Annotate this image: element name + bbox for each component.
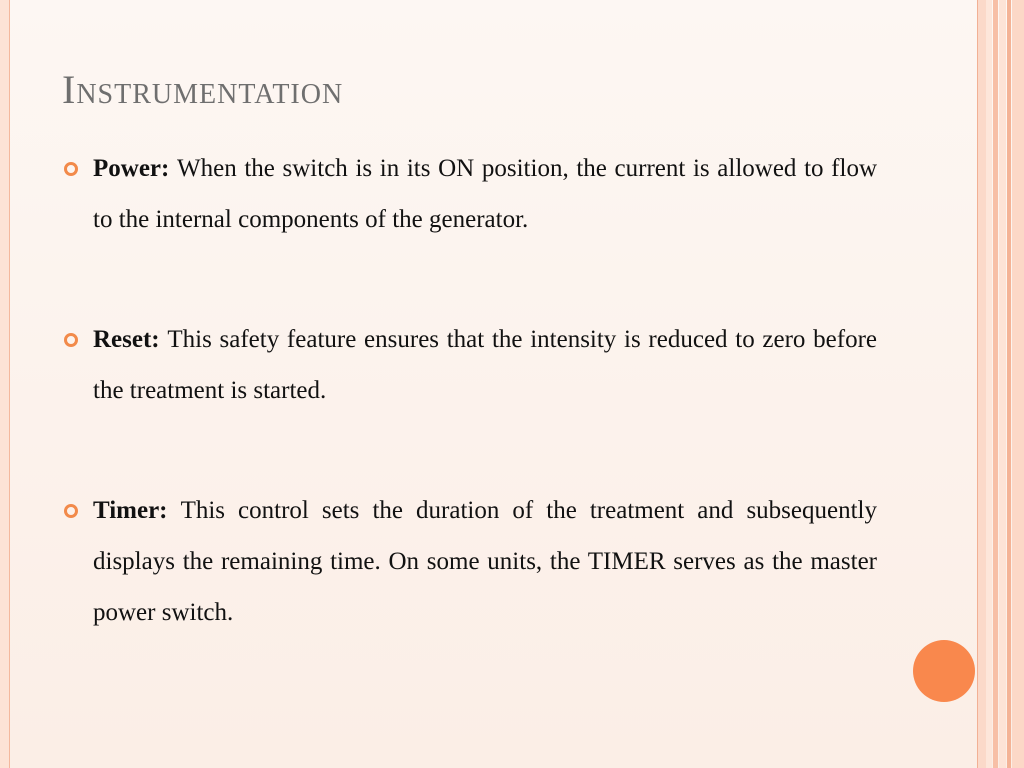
bullet-circle-icon [64,333,78,347]
bullet-item-timer [93,485,877,638]
slide-title: Instrumentation [62,67,344,112]
bullet-item-power [93,143,877,245]
bullet-term: Timer: [93,497,181,524]
accent-circle-decoration [913,640,975,702]
bullet-text: This control sets the duration of the treatment and subsequently displays the remaining time. On some units, the TIMER serves as the master power switch. [93,497,877,626]
bullet-term: Power: [93,155,177,182]
bullet-text: When the switch is in its ON position, the current is allowed to flow to the internal components of the generator. [93,155,878,233]
bullet-text: This safety feature ensures that the intensity is reduced to zero before the treatment is started. [93,326,877,404]
bullet-circle-icon [64,162,78,176]
bullet-term: Reset: [93,326,168,353]
bullet-item-reset [93,314,877,416]
bullet-circle-icon [64,504,78,518]
